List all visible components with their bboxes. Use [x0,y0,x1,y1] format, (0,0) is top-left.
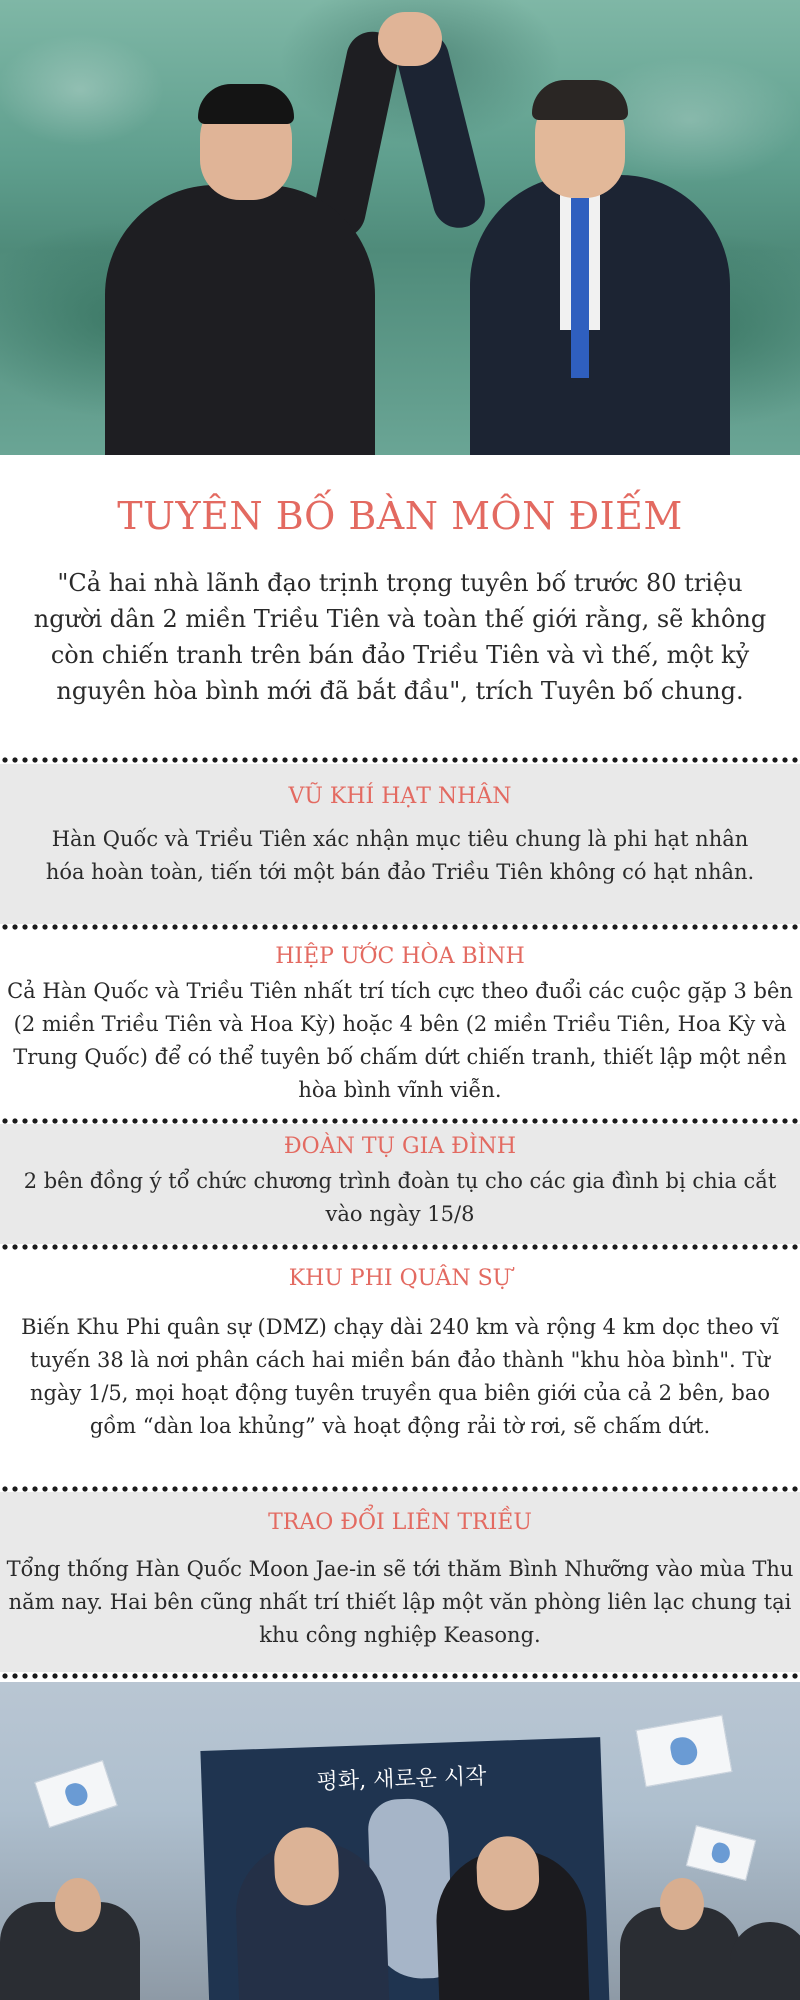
section-family-reunion [0,1124,800,1244]
crowd-face [660,1878,704,1930]
crowd-face [55,1878,101,1932]
poster-person-right-head [476,1835,541,1911]
right-leader-body [470,175,730,455]
dotted-divider [0,757,800,763]
poster-person-left-head [273,1826,340,1906]
left-leader-body [105,185,375,455]
section-peace-treaty [0,930,800,1116]
section-heading: VŨ KHÍ HẠT NHÂN [288,784,512,809]
section-body: Hàn Quốc và Triều Tiên xác nhận mục tiêu chung là phi hạt nhân hóa hoàn toàn, tiến tới một bán đảo Triều Tiên không có hạt nhân. [45,827,755,884]
section-inter-korean-exchange [0,1492,800,1672]
unification-flag [686,1825,756,1881]
leaders-photo [0,0,800,455]
crowd-poster-photo [0,1682,800,2000]
peace-poster [200,1737,609,2000]
intro-quote: "Cả hai nhà lãnh đạo trịnh trọng tuyên bố trước 80 triệu người dân 2 miền Triều Tiên và toàn thế giới rằng, sẽ không còn chiến tranh trên bán đảo Triều Tiên và vì thế, một kỷ nguyên hòa bình mới đã bắt đầu", trích Tuyên bố chung. [33,569,767,705]
section-heading: HIỆP ƯỚC HÒA BÌNH [275,944,525,969]
unification-flag [636,1715,733,1787]
dotted-divider [0,1673,800,1679]
right-leader-hair [532,80,628,120]
crowd-person [730,1922,800,2000]
section-demilitarized-zone [0,1250,800,1484]
section-nuclear-weapons [0,764,800,924]
section-body: Biến Khu Phi quân sự (DMZ) chạy dài 240 km và rộng 4 km dọc theo vĩ tuyến 38 là nơi phân cách hai miền bán đảo thành "khu hòa bình". Từ ngày 1/5, mọi hoạt động tuyên truyền qua biên giới của cả 2 bên, bao gồm “dàn loa khủng” và hoạt động rải tờ rơi, sẽ chấm dứt. [21,1315,779,1438]
section-body: Cả Hàn Quốc và Triều Tiên nhất trí tích cực theo đuổi các cuộc gặp 3 bên (2 miền Triều Tiên và Hoa Kỳ) hoặc 4 bên (2 miền Triều Tiên, Hoa Kỳ và Trung Quốc) để có thể tuyên bố chấm dứt chiến tranh, thiết lập một nền hòa bình vĩnh viễn. [7,979,793,1102]
left-leader-hair [198,84,294,124]
page-title: TUYÊN BỐ BÀN MÔN ĐIẾM [117,494,683,538]
section-heading: TRAO ĐỔI LIÊN TRIỀU [268,1510,532,1535]
joined-hands [378,12,442,66]
section-body: 2 bên đồng ý tổ chức chương trình đoàn tụ cho các gia đình bị chia cắt vào ngày 15/8 [23,1169,777,1226]
section-body: Tổng thống Hàn Quốc Moon Jae-in sẽ tới thăm Bình Nhưỡng vào mùa Thu năm nay. Hai bên cũng nhất trí thiết lập một văn phòng liên lạc chung tại khu công nghiệp Keasong. [6,1557,794,1647]
right-leader-tie [571,198,589,378]
section-heading: KHU PHI QUÂN SỰ [288,1266,512,1291]
section-heading: ĐOÀN TỤ GIA ĐÌNH [283,1134,517,1159]
unification-flag [34,1760,117,1828]
poster-caption: 평화, 새로운 시작 [316,1764,487,1796]
